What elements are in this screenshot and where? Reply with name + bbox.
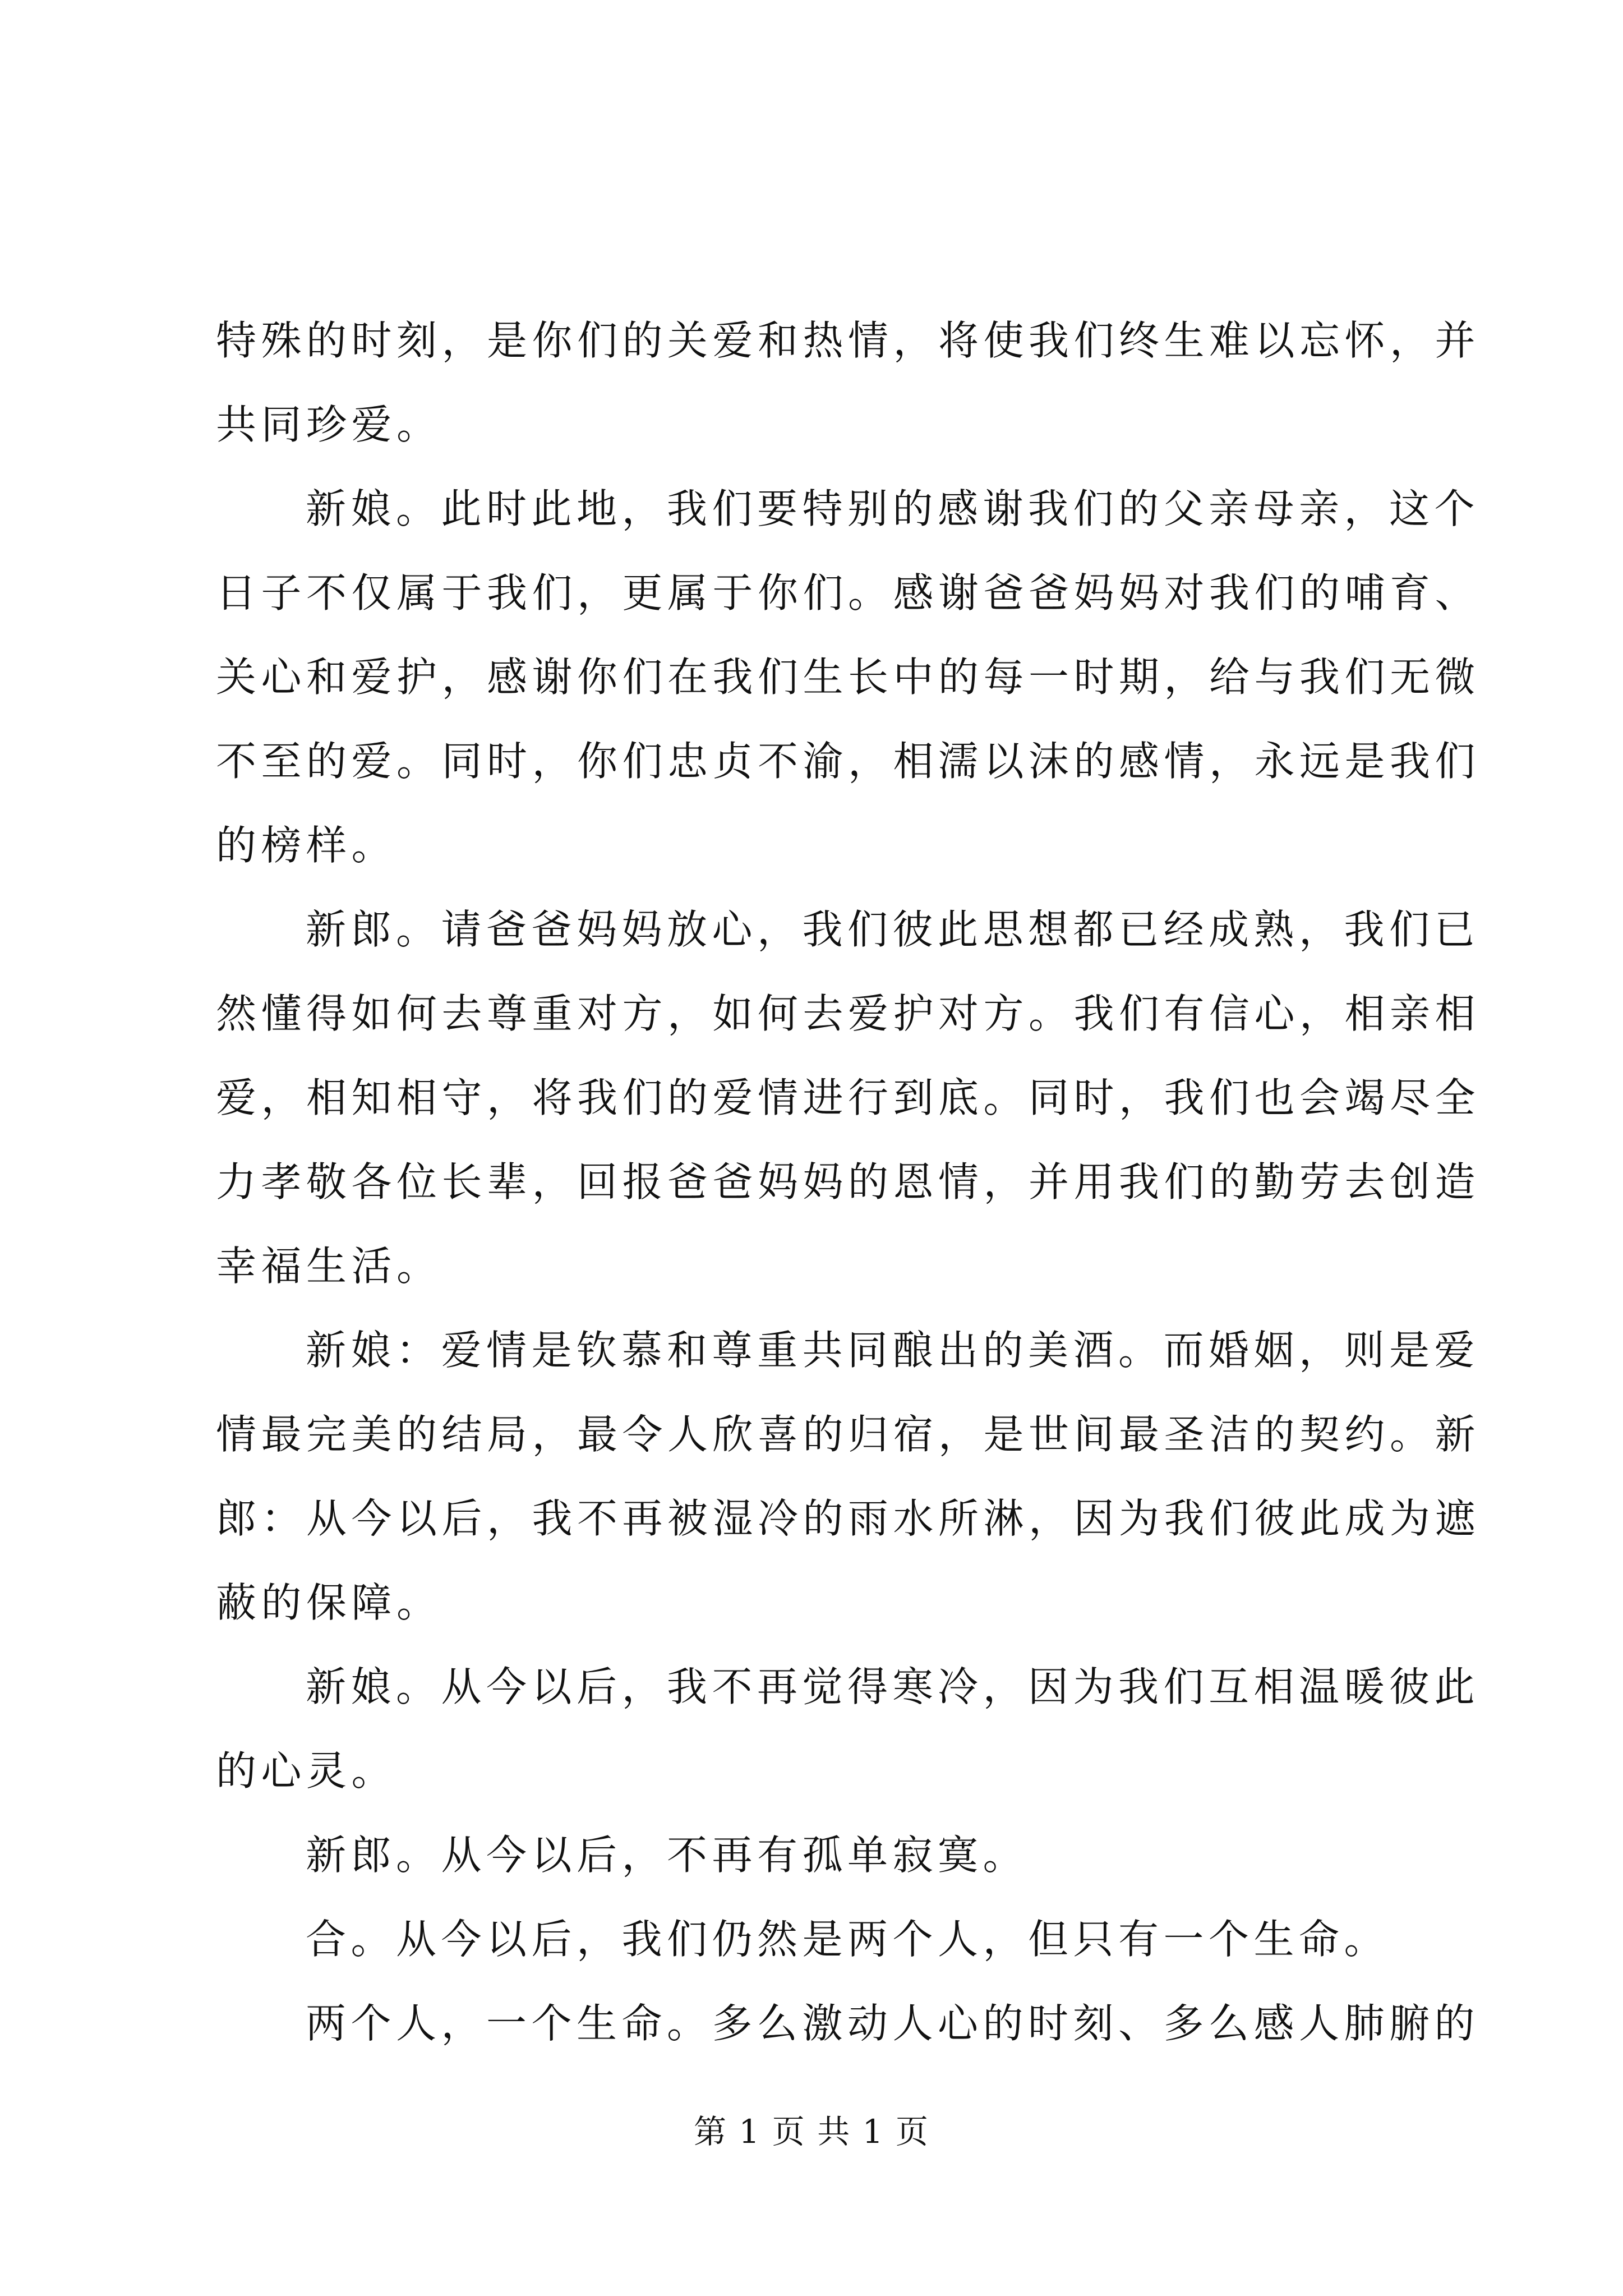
text-line: 爱，相知相守，将我们的爱情进行到底。同时，我们也会竭尽全 bbox=[216, 1074, 1481, 1121]
page-footer: 第 1 页 共 1 页 bbox=[694, 2113, 929, 2151]
text-line: 新娘：爱情是钦慕和尊重共同酿出的美酒。而婚姻，则是爱 bbox=[306, 1327, 1480, 1374]
text-line: 合。从今以后，我们仍然是两个人，但只有一个生命。 bbox=[306, 1916, 1390, 1963]
text-line: 的心灵。 bbox=[216, 1747, 397, 1795]
text-line: 两个人，一个生命。多么激动人心的时刻、多么感人肺腑的 bbox=[306, 2000, 1480, 2047]
text-line: 郎：从今以后，我不再被湿冷的雨水所淋，因为我们彼此成为遮 bbox=[216, 1495, 1481, 1542]
text-line: 日子不仅属于我们，更属于你们。感谢爸爸妈妈对我们的哺育、 bbox=[216, 569, 1481, 616]
text-line: 不至的爱。同时，你们忠贞不渝，相濡以沫的感情，永远是我们 bbox=[216, 738, 1481, 785]
text-line: 共同珍爱。 bbox=[216, 401, 442, 448]
text-line: 关心和爱护，感谢你们在我们生长中的每一时期，给与我们无微 bbox=[216, 654, 1481, 701]
text-line: 新娘。从今以后，我不再觉得寒冷，因为我们互相温暖彼此 bbox=[306, 1663, 1480, 1710]
text-line: 然懂得如何去尊重对方，如何去爱护对方。我们有信心，相亲相 bbox=[216, 990, 1481, 1037]
text-line: 新娘。此时此地，我们要特别的感谢我们的父亲母亲，这个 bbox=[306, 485, 1480, 532]
document-body bbox=[216, 298, 1481, 2065]
text-line: 力孝敬各位长辈，回报爸爸妈妈的恩情，并用我们的勤劳去创造 bbox=[216, 1158, 1481, 1205]
text-line: 新郎。请爸爸妈妈放心，我们彼此思想都已经成熟，我们已 bbox=[306, 906, 1480, 953]
text-line: 特殊的时刻，是你们的关爱和热情，将使我们终生难以忘怀，并 bbox=[216, 317, 1481, 364]
text-line: 的榜样。 bbox=[216, 822, 397, 869]
text-line: 新郎。从今以后，不再有孤单寂寞。 bbox=[306, 1832, 1029, 1879]
text-line: 幸福生活。 bbox=[216, 1243, 442, 1290]
text-line: 情最完美的结局，最令人欣喜的归宿，是世间最圣洁的契约。新 bbox=[216, 1411, 1481, 1458]
text-line: 蔽的保障。 bbox=[216, 1579, 442, 1626]
